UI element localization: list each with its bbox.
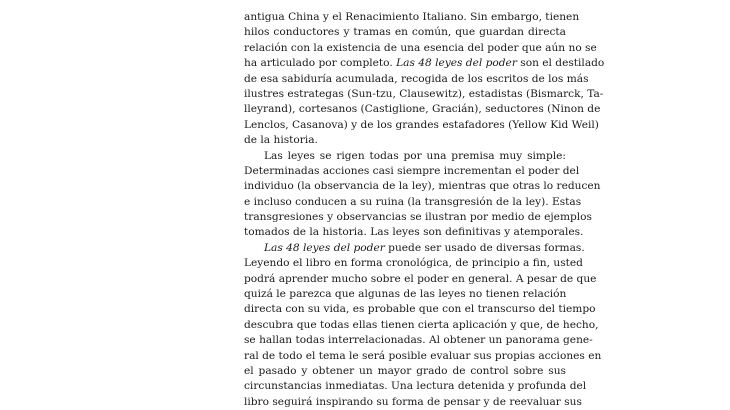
book-title-italic: Las 48 leyes del poder bbox=[264, 241, 385, 254]
text-line: individuo (la observancia de la ley), mientras que otras lo reducen bbox=[244, 180, 601, 193]
text-line: ilustres estrategas (Sun-tzu, Clausewitz), estadistas (Bismarck, Ta- bbox=[244, 87, 604, 100]
text-line: Determinadas acciones casi siempre incrementan el poder del bbox=[244, 164, 580, 177]
text-run: puede ser usado de diversas formas. bbox=[384, 241, 585, 254]
text-line: se hallan todas interrelacionadas. Al obtener un panorama gene- bbox=[244, 334, 593, 347]
text-line: Leyendo el libro en forma cronológica, de principio a fin, usted bbox=[244, 257, 583, 270]
text-line: directa con su vida, es probable que con el transcurso del tiempo bbox=[244, 303, 596, 316]
text-line: circunstancias inmediatas. Una lectura detenida y profunda del bbox=[244, 380, 587, 393]
text-line: libro seguirá inspirando su forma de pensar y de reevaluar sus bbox=[244, 395, 582, 408]
text-line: lleyrand), cortesanos (Castiglione, Gracián), seductores (Ninon de bbox=[244, 103, 601, 116]
text-line: quizá le parezca que algunas de las leyes no tienen relación bbox=[244, 288, 567, 301]
text-line: tomados de la historia. Las leyes son definitivas y atemporales. bbox=[244, 226, 584, 239]
body-text bbox=[244, 10, 605, 410]
text-line: relación con la existencia de una esencia del poder que aún no se bbox=[244, 41, 597, 54]
text-line: de la historia. bbox=[244, 134, 318, 147]
text-line bbox=[244, 241, 585, 256]
text-line: el pasado y obtener un mayor grado de control sobre sus bbox=[244, 364, 566, 377]
text-line: de esa sabiduría acumulada, recogida de los escritos de los más bbox=[244, 72, 589, 85]
text-line: ral de todo el tema le será posible evaluar sus propias acciones en bbox=[244, 349, 602, 362]
text-line: descubra que todas ellas tienen cierta aplicación y que, de hecho, bbox=[244, 318, 599, 331]
text-line: transgresiones y observancias se ilustran por medio de ejemplos bbox=[244, 211, 592, 224]
book-title-italic: Las 48 leyes del poder bbox=[396, 57, 517, 70]
text-line: podrá aprender mucho sobre el poder en general. A pesar de que bbox=[244, 272, 597, 285]
text-run: ha articulado por completo. bbox=[244, 57, 397, 70]
text-line: hilos conductores y tramas en común, que guardan directa bbox=[244, 26, 566, 39]
text-line bbox=[244, 56, 605, 71]
text-line: e incluso conducen a su ruina (la transgresión de la ley). Estas bbox=[244, 195, 582, 208]
text-line: antigua China y el Renacimiento Italiano. Sin embargo, tienen bbox=[244, 11, 580, 23]
text-line: Lenclos, Casanova) y de los grandes estafadores (Yellow Kid Weil) bbox=[244, 118, 599, 131]
text-run: son el destilado bbox=[516, 57, 605, 70]
text-line: Las leyes se rigen todas por una premisa muy simple: bbox=[264, 149, 566, 162]
